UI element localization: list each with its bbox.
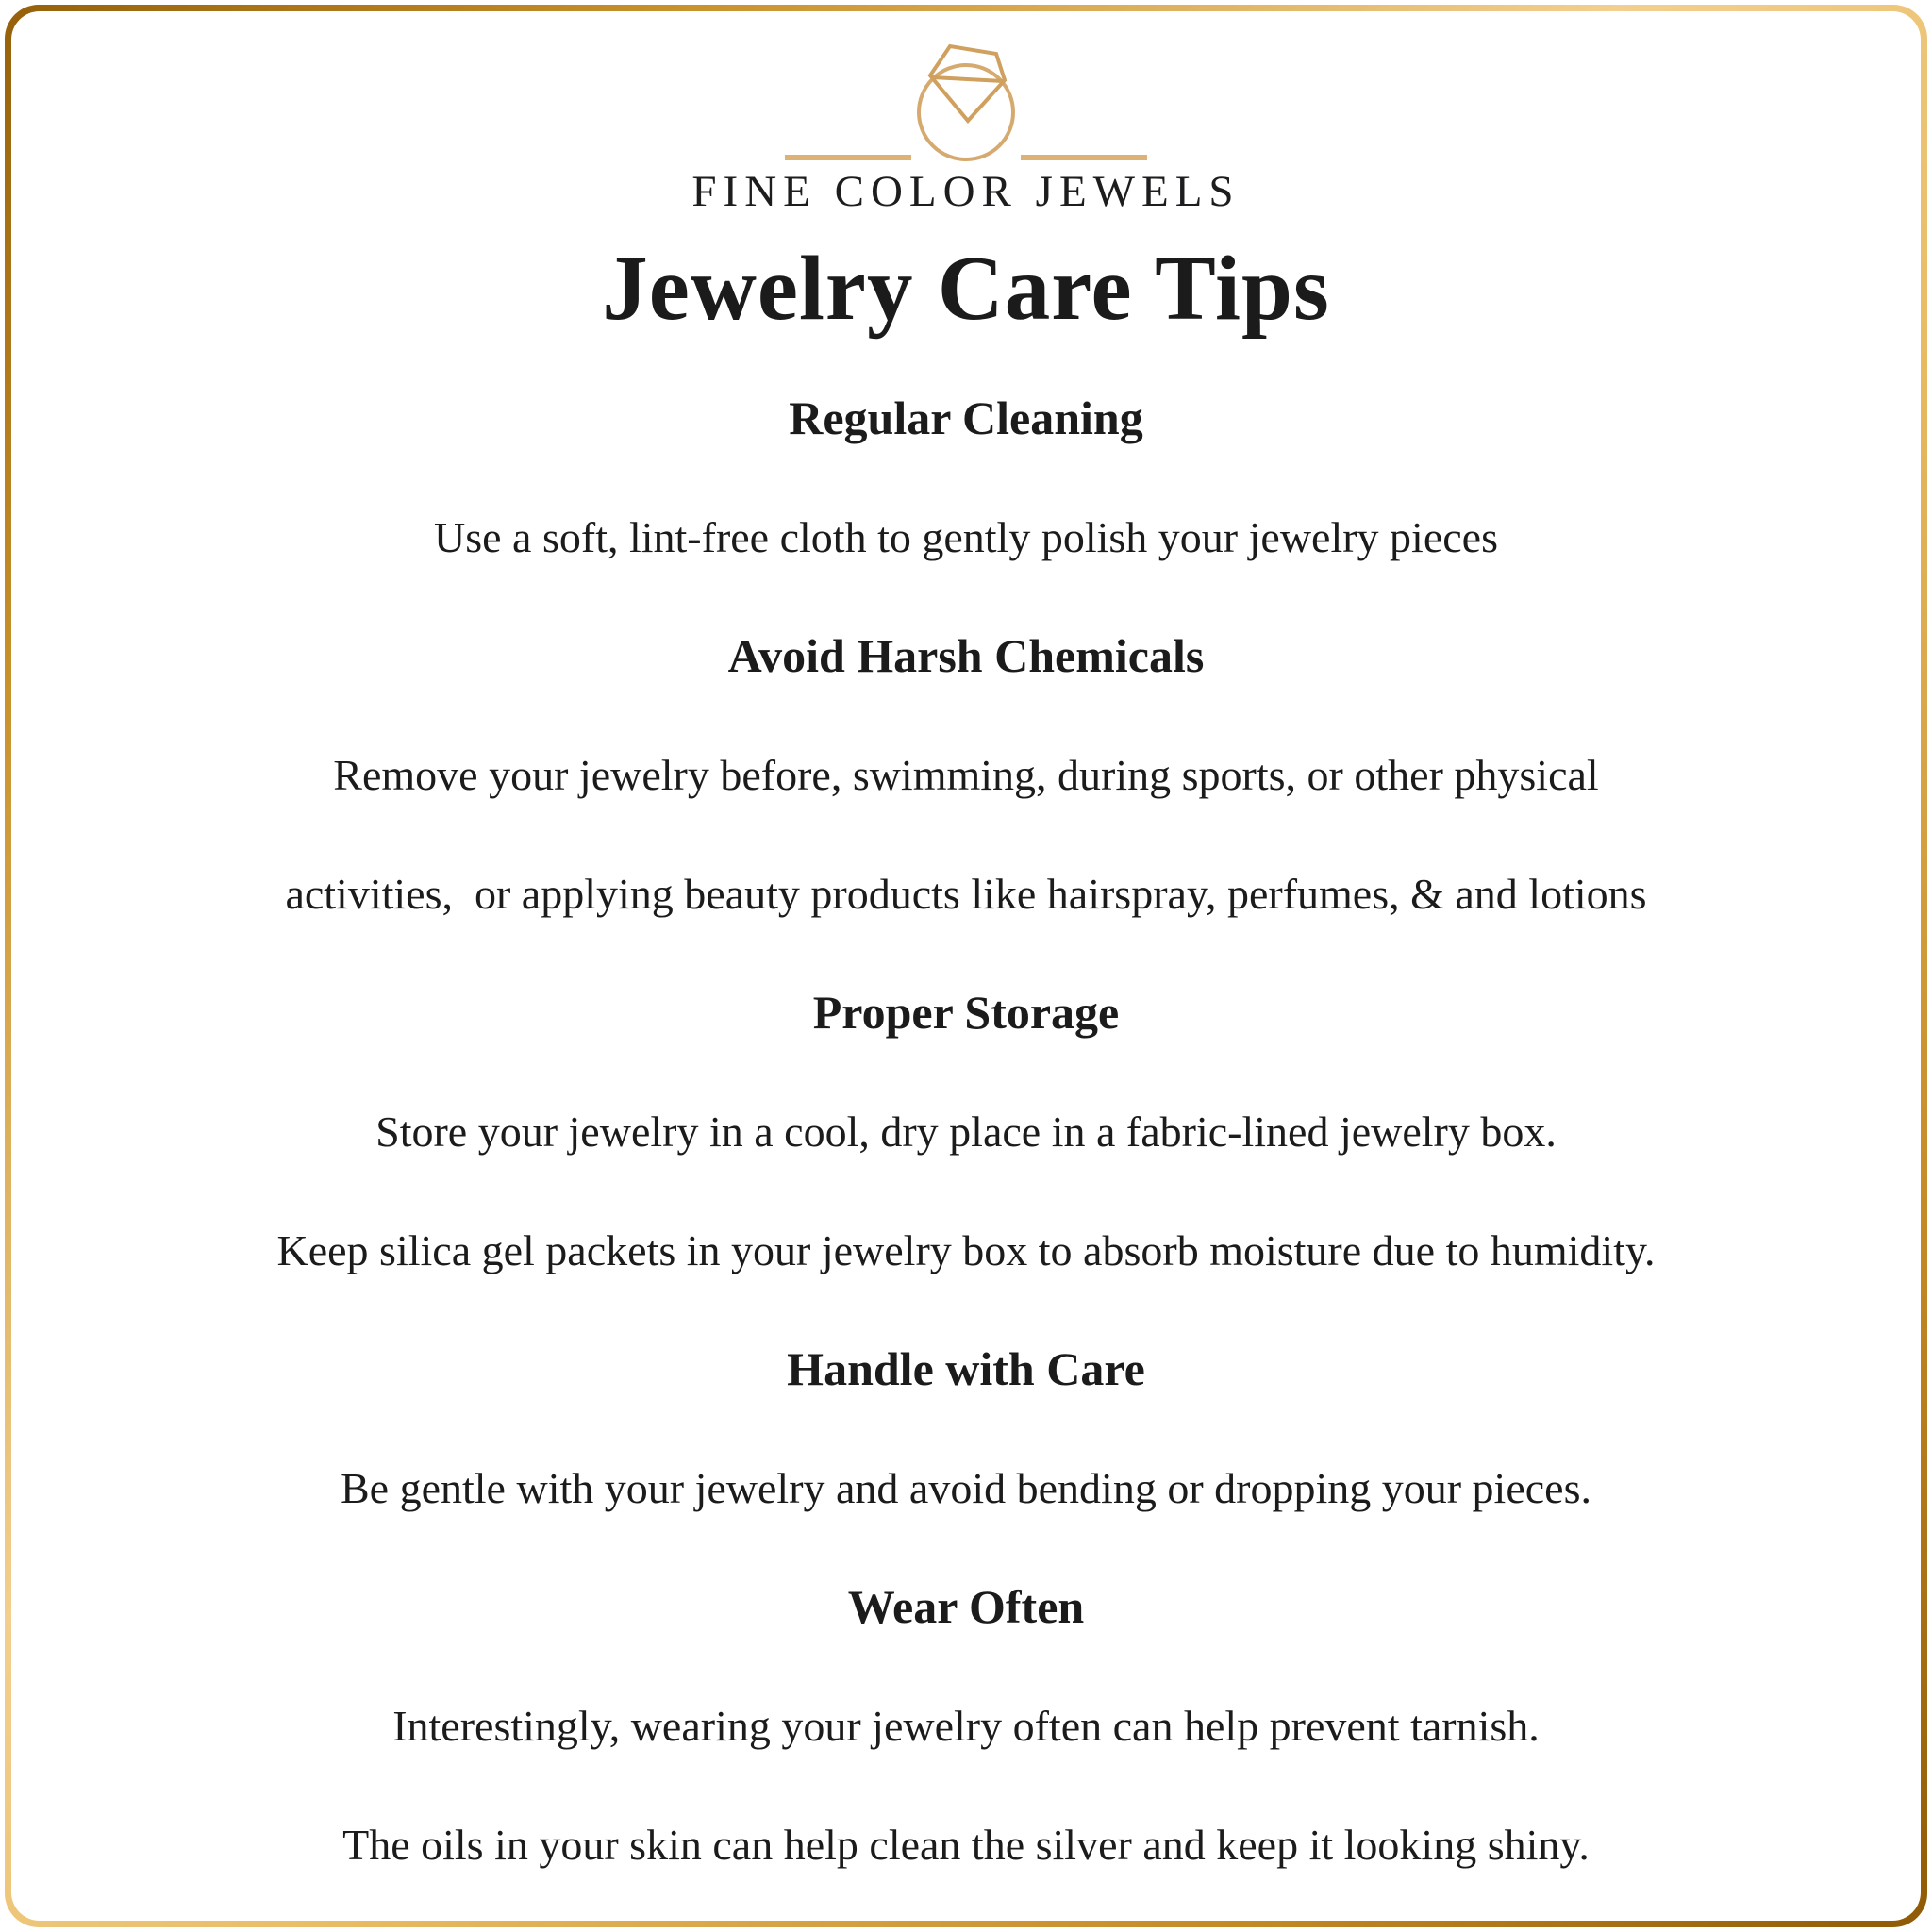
section-heading-wear-often: Wear Often (847, 1580, 1085, 1633)
section-heading-proper-storage: Proper Storage (812, 986, 1120, 1039)
section-line: Interestingly, wearing your jewelry often can help prevent tarnish. (392, 1701, 1540, 1750)
section-heading-handle-with-care: Handle with Care (787, 1342, 1145, 1395)
diamond-ring-icon (768, 34, 1164, 164)
section-heading-avoid-harsh-chemicals: Avoid Harsh Chemicals (727, 629, 1205, 682)
brand-name: FINE COLOR JEWELS (691, 167, 1241, 216)
section-line: Be gentle with your jewelry and avoid bending or dropping your pieces. (340, 1463, 1591, 1512)
section-heading-regular-cleaning: Regular Cleaning (789, 391, 1143, 444)
section-line: The oils in your skin can help clean the silver and keep it looking shiny. (342, 1820, 1590, 1869)
brand-logo-block (691, 34, 1240, 217)
section-line: Store your jewelry in a cool, dry place in a fabric-lined jewelry box. (375, 1107, 1557, 1156)
section-line: Remove your jewelry before, swimming, during sports, or other physical (333, 750, 1599, 799)
page-title: Jewelry Care Tips (602, 237, 1330, 339)
flyer-content (11, 11, 1921, 1921)
section-line: Use a soft, lint-free cloth to gently polish your jewelry pieces (434, 512, 1498, 561)
section-line: activities, or applying beauty products like hairspray, perfumes, & and lotions (285, 869, 1647, 918)
section-line: Keep silica gel packets in your jewelry box to absorb moisture due to humidity. (276, 1225, 1656, 1274)
